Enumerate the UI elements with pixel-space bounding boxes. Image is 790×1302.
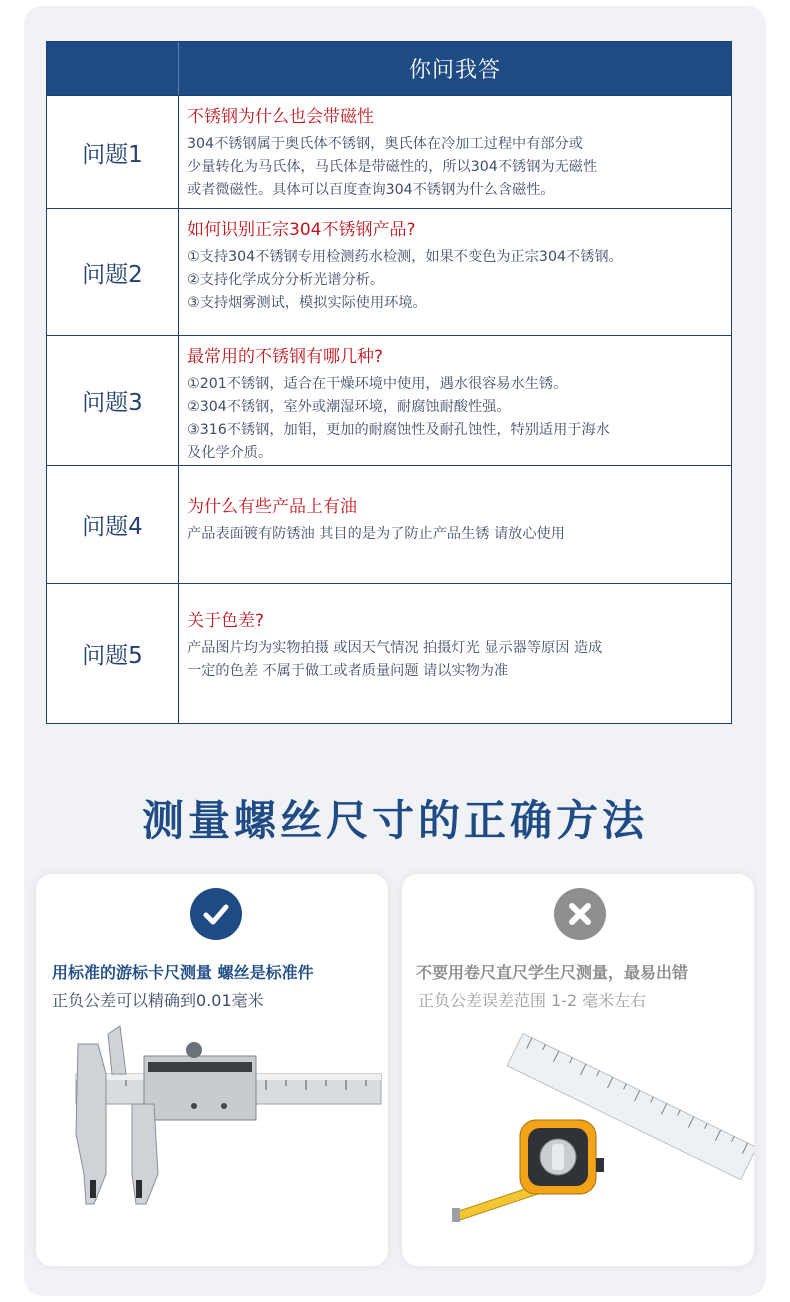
- faq-row-label: 问题3: [47, 336, 179, 465]
- section-title: 测量螺丝尺寸的正确方法: [141, 796, 648, 845]
- faq-answer-line: 产品表面镀有防锈油 其目的是为了防止产品生锈 请放心使用: [187, 526, 565, 542]
- faq-answer-line: 及化学介质。: [187, 445, 273, 461]
- faq-row: [47, 583, 731, 723]
- faq-answer-line: 产品图片均为实物拍摄 或因天气情况 拍摄灯光 显示器等原因 造成: [187, 640, 603, 656]
- faq-answer-line: 一定的色差 不属于做工或者质量问题 请以实物为准: [187, 663, 509, 679]
- faq-answer-line: ①支持304不锈钢专用检测药水检测，如果不变色为正宗304不锈钢。: [187, 249, 623, 265]
- wrong-method-subtitle: 正负公差误差范围 1-2 毫米左右: [418, 991, 647, 1010]
- faq-row: [47, 335, 731, 465]
- faq-answer-line: ②304不锈钢，室外或潮湿环境，耐腐蚀耐酸性强。: [187, 399, 511, 415]
- faq-question: 最常用的不锈钢有哪几种?: [187, 347, 384, 367]
- faq-answer-line: 少量转化为马氏体，马氏体是带磁性的，所以304不锈钢为无磁性: [187, 159, 598, 175]
- faq-question: 不锈钢为什么也会带磁性: [187, 107, 374, 127]
- faq-answer-line: ②支持化学成分分析光谱分析。: [187, 272, 385, 288]
- faq-answer-line: ①201不锈钢，适合在干燥环境中使用，遇水很容易水生锈。: [187, 376, 568, 392]
- faq-answer-line: 或者微磁性。具体可以百度查询304不锈钢为什么含磁性。: [187, 182, 555, 198]
- faq-answer-line: 304不锈钢属于奥氏体不锈钢，奥氏体在冷加工过程中有部分或: [187, 136, 583, 152]
- faq-row-label: 问题1: [47, 96, 179, 208]
- faq-question: 关于色差?: [187, 611, 265, 631]
- faq-question: 为什么有些产品上有油: [187, 497, 357, 517]
- faq-row-label: 问题5: [47, 584, 179, 723]
- correct-method-subtitle: 正负公差可以精确到0.01毫米: [52, 991, 264, 1010]
- faq-row: [47, 465, 731, 583]
- tape-measure-and-ruler-image: [402, 874, 754, 1266]
- wrong-method-card: [402, 874, 754, 1266]
- faq-header: [47, 42, 731, 95]
- vernier-caliper-image: [36, 874, 388, 1266]
- faq-answer-line: ③316不锈钢，加钼，更加的耐腐蚀性及耐孔蚀性，特别适用于海水: [187, 422, 610, 438]
- correct-method-card: [36, 874, 388, 1266]
- faq-row-label: 问题4: [47, 466, 179, 583]
- faq-row: [47, 95, 731, 208]
- faq-question: 如何识别正宗304不锈钢产品?: [187, 220, 416, 240]
- faq-row-label: 问题2: [47, 209, 179, 335]
- faq-table: [46, 41, 732, 724]
- wrong-method-title: 不要用卷尺直尺学生尺测量，最易出错: [416, 963, 689, 982]
- faq-answer-line: ③支持烟雾测试，模拟实际使用环境。: [187, 295, 427, 311]
- faq-title: 你问我答: [408, 58, 501, 83]
- faq-row: [47, 208, 731, 335]
- correct-method-title: 用标准的游标卡尺测量 螺丝是标准件: [52, 963, 314, 982]
